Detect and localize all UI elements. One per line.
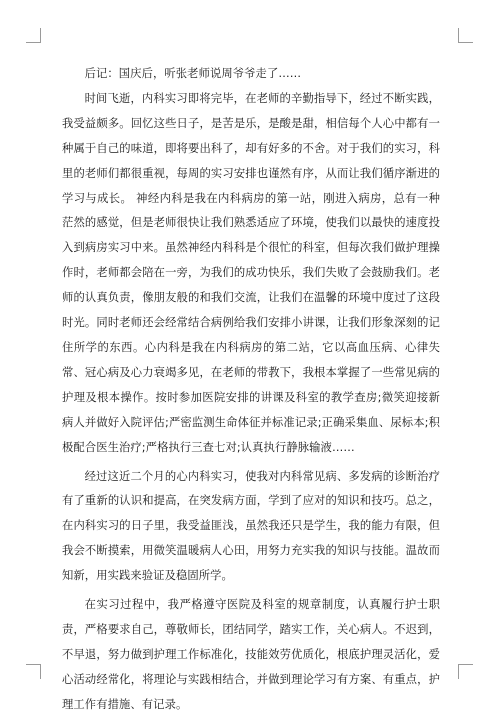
crop-mark-bottom-right [458, 664, 473, 679]
crop-mark-top-left [26, 28, 41, 43]
internship-summary-paragraph: 时间飞逝，内科实习即将完毕，在老师的辛勤指导下，经过不断实践，我受益颇多。回忆这些日子，是苦是乐，是酸是甜，相信每个人心中都有一种属于自己的味道，即将要出科了，却有好多的不舍。对于我们的实习，科里的老师们都很重视，每周的实习安排也谨然有序，从而让我们循序渐进的学习与成长。 神经内科是我在内科病房的第一站，刚进入病房，总有一种茫然的感觉，但是老师很快让我们熟悉适应了环境，使我们以最快的速度投入到病房实习中来。虽然神经内科科是个很忙的科室，但每次我们做护理操作时，老师都会陪在一旁，为我们的成功快乐，我们失败了会鼓励我们。老师的认真负责，像朋友般的和我们交流，让我们在温馨的环境中度过了这段时光。同时老师还会经常结合病例给我们安排小讲课，让我们形象深刻的记住所学的东西。心内科是我在内科病房的第二站，它以高血压病、心律失常、冠心病及心力衰竭多见，在老师的带教下，我根本掌握了一些常见病的护理及根本操作。按时参加医院安排的讲课及科室的教学查房;微笑迎接新病人并做好入院评估;严密监测生命体征并标准记录;正确采集血、尿标本;积极配合医生治疗;严格执行三查七对;认真执行静脉输液…… [62, 91, 440, 454]
conduct-paragraph: 在实习过程中，我严格遵守医院及科室的规章制度，认真履行护士职责，严格要求自己，尊敬师长，团结同学，踏实工作，关心病人。不迟到，不早退，努力做到护理工作标准化，技能效劳优质化，根底护理灵活化，爱心活动经常化，将理论与实践相结合，并做到理论学习有方案、有重点，护理工作有措施、有记录。 [62, 598, 440, 711]
crop-mark-bottom-left [26, 664, 41, 679]
postscript-paragraph: 后记：国庆后，听张老师说周爷爷走了…… [84, 67, 302, 80]
document-body [62, 62, 440, 718]
crop-mark-top-right [458, 28, 473, 43]
cardiology-reflection-paragraph: 经过这近二个月的心内科实习，使我对内科常见病、多发病的诊断治疗有了重新的认识和提高，在突发病方面，学到了应对的知识和技巧。总之，在内科实习的日子里，我受益匪浅，虽然我还只是学生，我的能力有限，但我会不断摸索，用微笑温暖病人心田，用努力充实我的知识与技能。温故而知新，用实践来验证及稳固所学。 [62, 469, 440, 583]
